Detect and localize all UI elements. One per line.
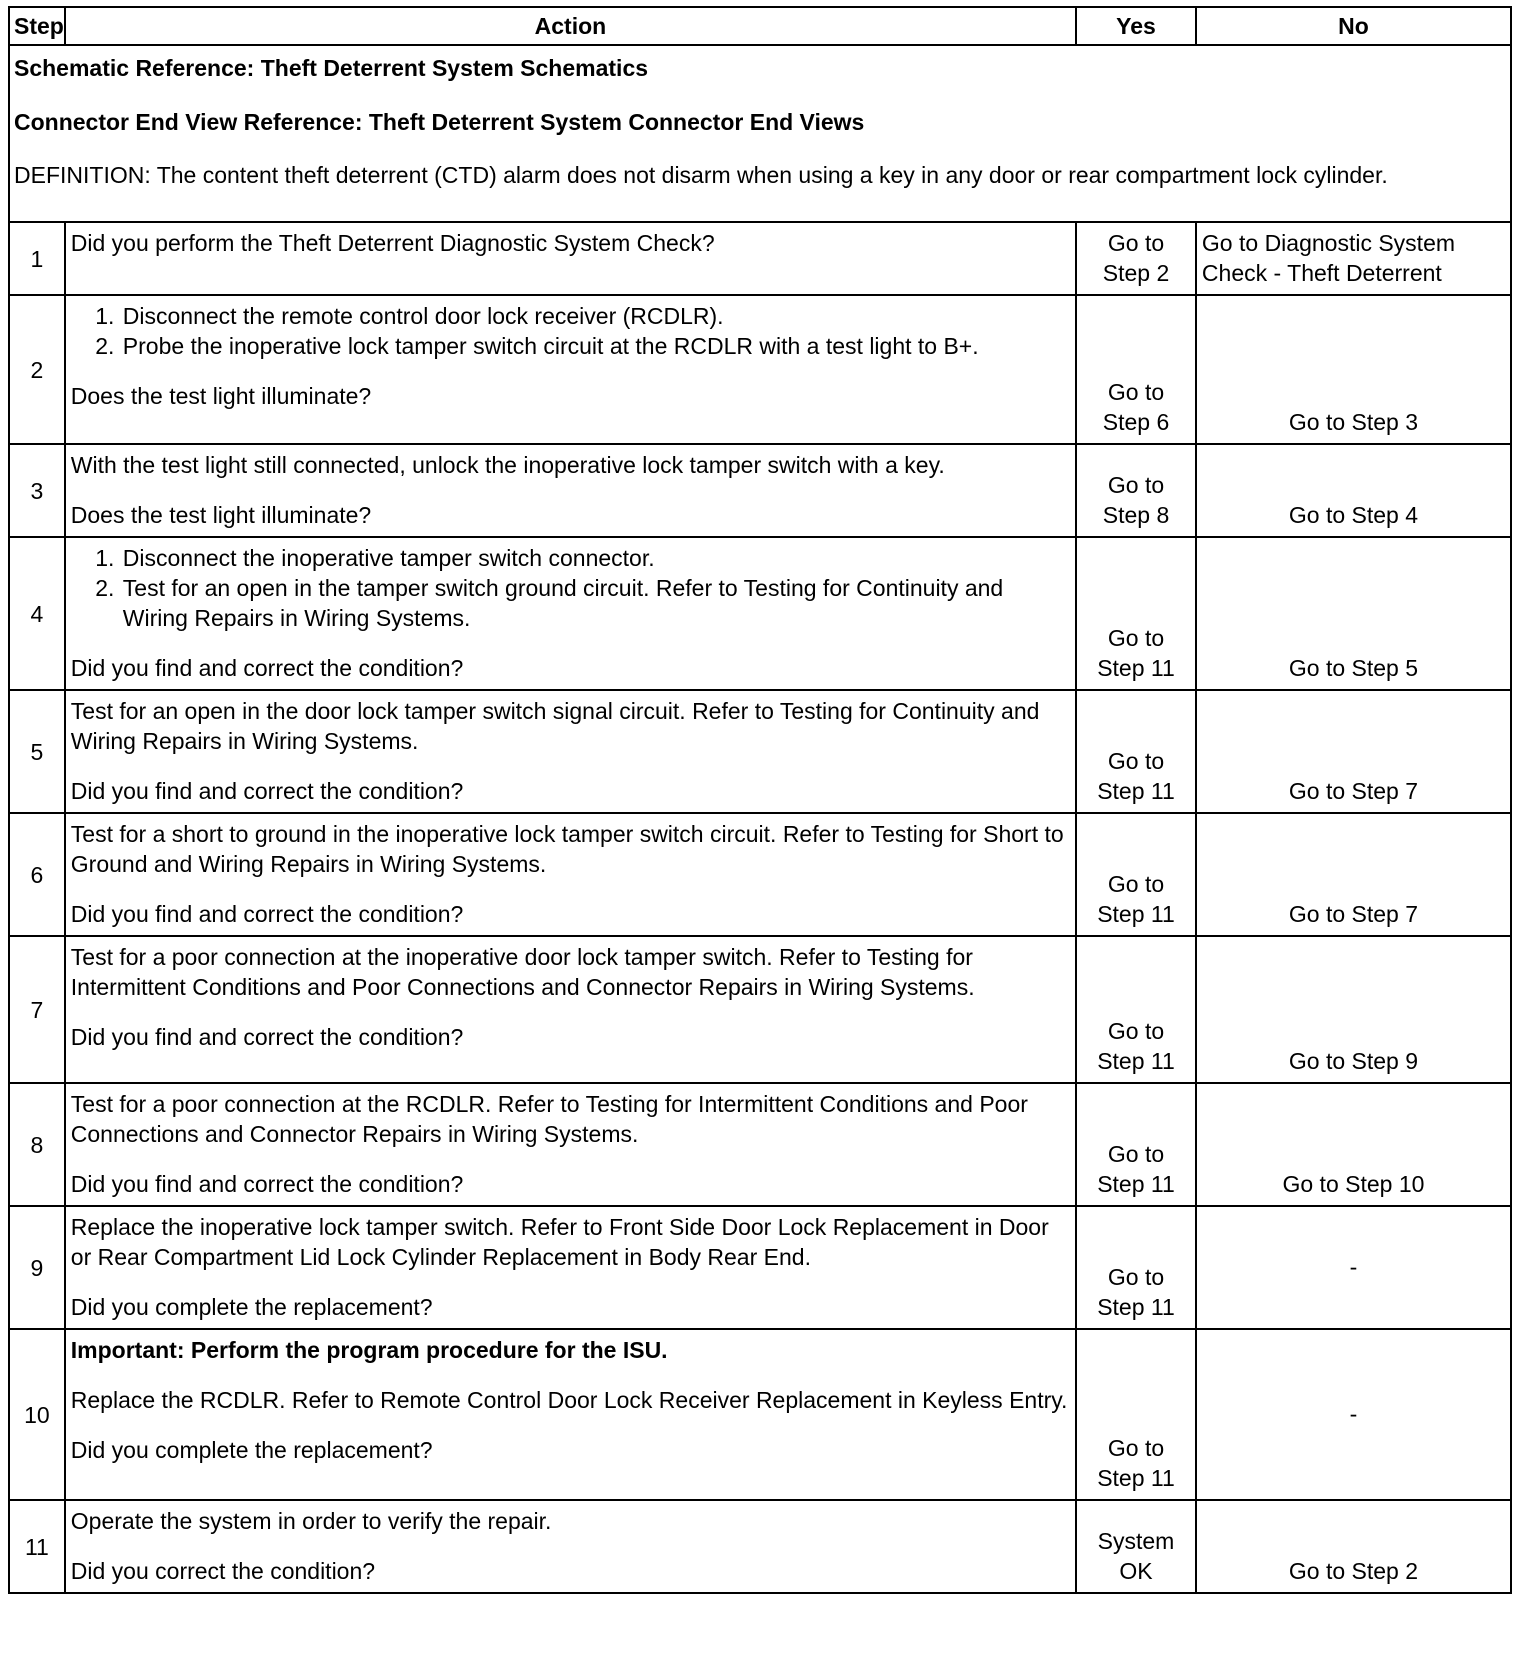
step-question: Did you find and correct the condition?: [70, 655, 464, 681]
no-cell: Go to Step 4: [1196, 444, 1511, 537]
table-row: [9, 444, 1511, 537]
no-cell: Go to Step 5: [1196, 537, 1511, 690]
column-header-no: No: [1196, 7, 1511, 45]
step-number: 9: [9, 1206, 65, 1329]
step-instructions: [71, 543, 1070, 633]
step-instructions: [71, 301, 1070, 361]
reference-row: [9, 45, 1511, 222]
action-cell: [65, 537, 1076, 690]
step-number: 8: [9, 1083, 65, 1206]
step-question: Did you find and correct the condition?: [70, 1171, 464, 1197]
step-text: Test for a poor connection at the inoperative door lock tamper switch. Refer to Testing for Intermittent Conditions and Poor Connections and Connector Repairs in Wiring Systems.: [70, 944, 975, 1000]
step-text: Replace the RCDLR. Refer to Remote Control Door Lock Receiver Replacement in Keyless Entry.: [70, 1387, 1068, 1413]
action-cell: [65, 1500, 1076, 1593]
step-text: Operate the system in order to verify the repair.: [70, 1508, 552, 1534]
yes-cell: Go to Step 8: [1076, 444, 1196, 537]
connector-reference: Connector End View Reference: Theft Deterrent System Connector End Views: [14, 109, 865, 135]
no-cell: -: [1196, 1329, 1511, 1500]
action-cell: [65, 813, 1076, 936]
no-cell: Go to Step 3: [1196, 295, 1511, 444]
table-row: [9, 936, 1511, 1083]
step-number: 10: [9, 1329, 65, 1500]
step-question: Did you find and correct the condition?: [70, 778, 464, 804]
table-row: [9, 295, 1511, 444]
table-row: [9, 1329, 1511, 1500]
yes-cell: Go to Step 2: [1076, 222, 1196, 295]
table-row: [9, 1206, 1511, 1329]
table-row: [9, 537, 1511, 690]
step-text: Replace the inoperative lock tamper switch. Refer to Front Side Door Lock Replacement in Door or Rear Compartment Lid Lock Cylinder Replacement in Body Rear End.: [70, 1214, 1049, 1270]
column-header-yes: Yes: [1076, 7, 1196, 45]
step-number: 1: [9, 222, 65, 295]
action-cell: [65, 222, 1076, 295]
no-cell: Go to Step 7: [1196, 690, 1511, 813]
step-text: Test for an open in the door lock tamper switch signal circuit. Refer to Testing for Continuity and Wiring Repairs in Wiring Systems.: [70, 698, 1040, 754]
definition-text: DEFINITION: The content theft deterrent (CTD) alarm does not disarm when using a key in any door or rear compartment lock cylinder.: [14, 162, 1388, 188]
table-row: [9, 1083, 1511, 1206]
step-question: Does the test light illuminate?: [70, 383, 372, 409]
action-cell: [65, 1083, 1076, 1206]
step-question: Did you find and correct the condition?: [70, 1024, 464, 1050]
action-cell: [65, 690, 1076, 813]
step-question: Did you perform the Theft Deterrent Diagnostic System Check?: [70, 230, 715, 256]
step-question: Did you find and correct the condition?: [70, 901, 464, 927]
yes-cell: Go to Step 11: [1076, 537, 1196, 690]
step-question: Did you complete the replacement?: [70, 1437, 433, 1463]
yes-cell: System OK: [1076, 1500, 1196, 1593]
table-header-row: [9, 7, 1511, 45]
step-question: Did you correct the condition?: [70, 1558, 376, 1584]
action-cell: [65, 1206, 1076, 1329]
diagnostic-table: [8, 6, 1512, 1594]
yes-cell: Go to Step 6: [1076, 295, 1196, 444]
schematic-reference: Schematic Reference: Theft Deterrent System Schematics: [14, 55, 649, 81]
instruction-item: 2. Probe the inoperative lock tamper switch circuit at the RCDLR with a test light to B+.: [121, 331, 1070, 361]
step-number: 7: [9, 936, 65, 1083]
step-number: 11: [9, 1500, 65, 1593]
important-note: Important: Perform the program procedure for the ISU.: [70, 1337, 668, 1363]
yes-cell: Go to Step 11: [1076, 690, 1196, 813]
column-header-step: Step: [9, 7, 65, 45]
step-number: 4: [9, 537, 65, 690]
yes-cell: Go to Step 11: [1076, 813, 1196, 936]
step-number: 5: [9, 690, 65, 813]
yes-cell: Go to Step 11: [1076, 1329, 1196, 1500]
no-cell: Go to Step 7: [1196, 813, 1511, 936]
step-text: With the test light still connected, unlock the inoperative lock tamper switch with a key.: [70, 452, 945, 478]
instruction-item: 1. Disconnect the remote control door lock receiver (RCDLR).: [121, 301, 1070, 331]
step-number: 6: [9, 813, 65, 936]
action-cell: [65, 295, 1076, 444]
step-question: Does the test light illuminate?: [70, 502, 372, 528]
instruction-item: 1. Disconnect the inoperative tamper switch connector.: [121, 543, 1070, 573]
no-cell: -: [1196, 1206, 1511, 1329]
no-cell: Go to Diagnostic System Check - Theft Deterrent: [1196, 222, 1511, 295]
no-cell: Go to Step 2: [1196, 1500, 1511, 1593]
yes-cell: Go to Step 11: [1076, 1083, 1196, 1206]
action-cell: [65, 1329, 1076, 1500]
instruction-item: 2. Test for an open in the tamper switch ground circuit. Refer to Testing for Continuity and Wiring Repairs in Wiring Systems.: [121, 573, 1070, 633]
table-row: [9, 1500, 1511, 1593]
yes-cell: Go to Step 11: [1076, 936, 1196, 1083]
reference-cell: [9, 45, 1511, 222]
diagnostic-table-container: [8, 6, 1512, 1594]
step-text: Test for a short to ground in the inoperative lock tamper switch circuit. Refer to Testing for Short to Ground and Wiring Repairs in Wiring Systems.: [70, 821, 1064, 877]
yes-cell: Go to Step 11: [1076, 1206, 1196, 1329]
table-row: [9, 690, 1511, 813]
table-row: [9, 222, 1511, 295]
action-cell: [65, 936, 1076, 1083]
action-cell: [65, 444, 1076, 537]
no-cell: Go to Step 9: [1196, 936, 1511, 1083]
table-row: [9, 813, 1511, 936]
step-question: Did you complete the replacement?: [70, 1294, 433, 1320]
step-number: 3: [9, 444, 65, 537]
step-number: 2: [9, 295, 65, 444]
step-text: Test for a poor connection at the RCDLR. Refer to Testing for Intermittent Conditions and Poor Connections and Connector Repairs in Wiring Systems.: [70, 1091, 1028, 1147]
column-header-action: Action: [65, 7, 1076, 45]
no-cell: Go to Step 10: [1196, 1083, 1511, 1206]
